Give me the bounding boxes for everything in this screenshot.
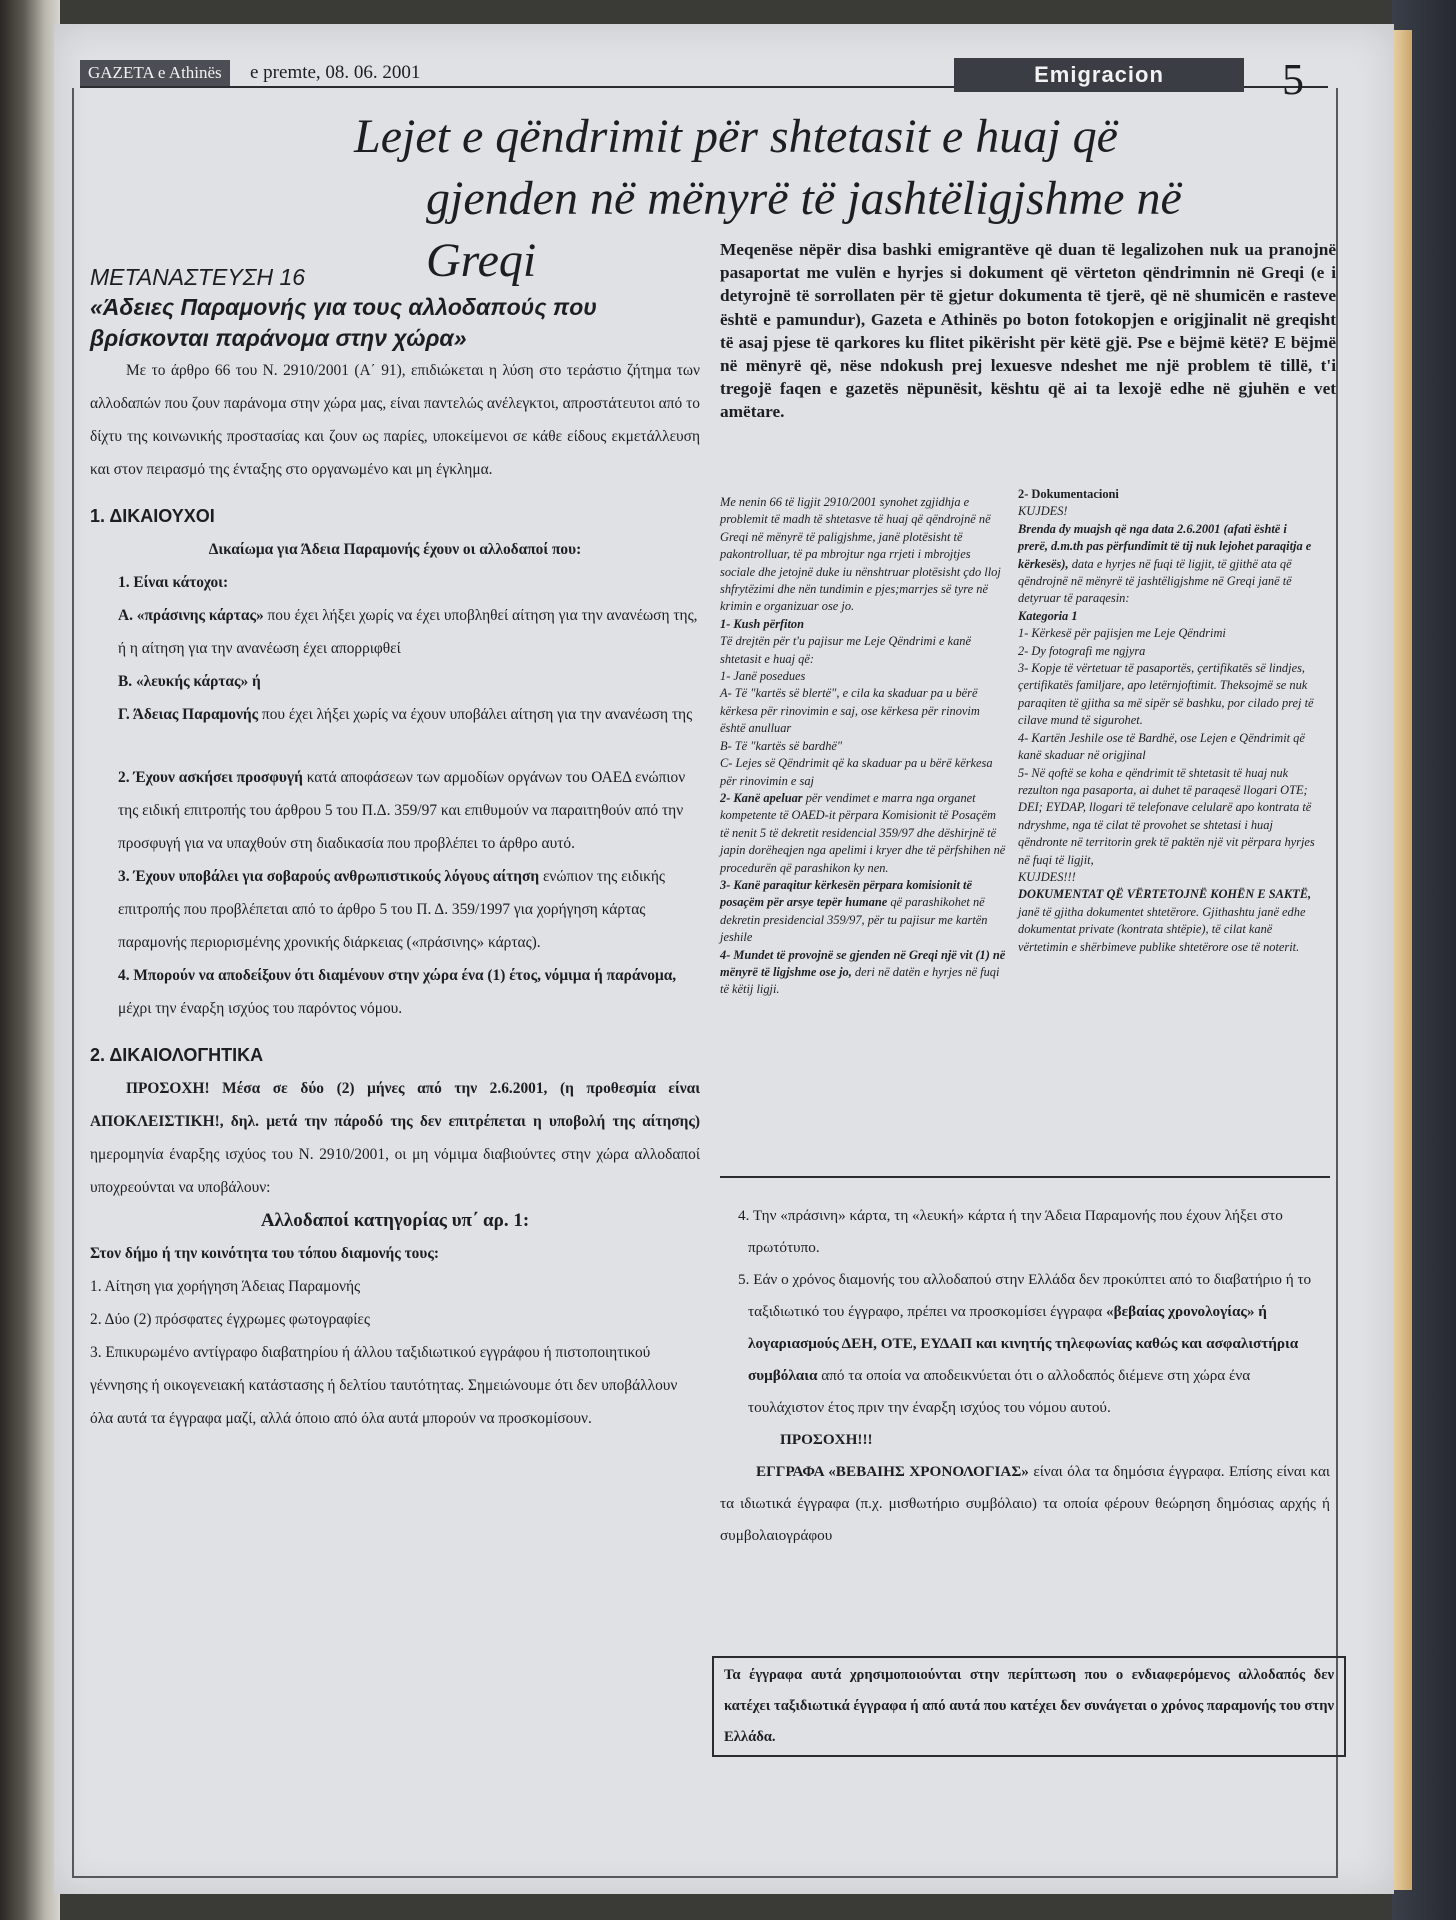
warning: KUJDES!!! — [1018, 869, 1076, 884]
binder-spine-left — [0, 0, 60, 1920]
article-intro: Με το άρθρο 66 του Ν. 2910/2001 (Α΄ 91), επιδιώκεται η λύση στο τεράστιο ζήτημα των αλλοδαπών που ζουν παράνομα στην χώρα μας, είναι παντελώς ανέλεγκτοι, απροστάτευτοι από το δίχτυ της κοινωνικής προστασίας και ζουν ως παρίες, υποκείμενοι σε κάθε είδους εκμετάλλευση και στον πειρασμό της ένταξης στο οργανωμένο και μη έγκλημα. — [90, 362, 700, 478]
category-location: Στον δήμο ή την κοινότητα του τόπου διαμονής τους: — [90, 1245, 439, 1262]
section-heading-documents: 2. ΔΙΚΑΙΟΛΟΓΗΤΙΚΑ — [90, 1045, 264, 1065]
albanian-translation-right — [1018, 486, 1318, 956]
list-item: 1- Janë posedues — [720, 669, 806, 684]
list-item: Β. «λευκής κάρτας» ή — [118, 673, 261, 690]
list-item: Α. «πράσινης κάρτας» που έχει λήξει χωρίς να έχει υποβληθεί αίτηση για την ανανέωση της, ή η αίτηση για την ανανέωση έχει απορριφθεί — [118, 607, 698, 657]
list-item: 1. Είναι κάτοχοι: — [118, 574, 229, 591]
notice-heading: ΠΡΟΣΟΧΗ!!! — [780, 1431, 873, 1448]
section-heading-beneficiaries: 1. ΔΙΚΑΙΟΥΧΟΙ — [90, 506, 215, 526]
newspaper-page — [54, 24, 1394, 1894]
list-item: 2. Δύο (2) πρόσφατες έγχρωμες φωτογραφίες — [90, 1311, 370, 1328]
page-edge — [1392, 30, 1412, 1890]
list-item: 3- Kopje të vërtetuar të pasaportës, çertifikatës së lindjes, çertifikatës familjare, apo letërnjoftimit. Theksojmë se nuk paraqiten të gjitha sa më sipër së bashku, por cilado prej të cilave mund të sigurohet. — [1018, 661, 1314, 728]
list-item: 5. Εάν ο χρόνος διαμονής του αλλοδαπού στην Ελλάδα δεν προκύπτει από το διαβατήριο ή το ταξιδιωτικό του έγγραφο, πρέπει να προσκομίσει έγγραφα «βεβαίας χρονολογίας» ή λογαριασμούς ΔΕΗ, ΟΤΕ, ΕΥΔΑΠ και κινητής τηλεφωνίας καθώς και ασφαλιστήρια συμβόλαια από τα οποία να αποδεικνύεται ότι ο αλλοδαπός διέμενε στη χώρα ένα τουλάχιστον έτος πριν την έναρξη ισχύος του νόμου αυτού. — [738, 1271, 1312, 1416]
subheading: 2- Dokumentacioni — [1018, 487, 1119, 501]
list-item: 2. Έχουν ασκήσει προσφυγή κατά αποφάσεων των αρμοδίων οργάνων του ΟΑΕΔ ενώπιον της ειδική επιτροπής του άρθρου 5 του Π.Δ. 359/97 και επιθυμούν να παραιτηθούν από την προσφυγή για να υπαχθούν στη διαδικασία που προβλέπει το άρθρο αυτό. — [118, 769, 686, 852]
boxed-note: Τα έγγραφα αυτά χρησιμοποιούνται στην περίπτωση που ο ενδιαφερόμενος αλλοδαπός δεν κατέχει ταξιδιωτικά έγγραφα ή από αυτά που κατέχει δεν συνάγεται ο χρόνος παραμονής του στην Ελλάδα. — [712, 1656, 1346, 1757]
section-label: Emigracion — [954, 58, 1244, 92]
masthead-logo: GAZETA e Athinës — [80, 60, 230, 86]
list-item: 2- Dy fotografi me ngjyra — [1018, 643, 1146, 658]
column-rule — [720, 1176, 1330, 1178]
section-subheading: Δικαίωμα για Άδεια Παραμονής έχουν οι αλλοδαποί που: — [208, 541, 582, 558]
notice-text: ΕΓΓΡΑΦΑ «ΒΕΒΑΙΗΣ ΧΡΟΝΟΛΟΓΙΑΣ» είναι όλα τα δημόσια έγγραφα. Επίσης είναι και τα ιδιωτικά έγγραφα (π.χ. μισθωτήριο συμβόλαιο) τα οποία φέρουν θεώρηση δημόσιας αρχής ή συμβολαιογράφου — [720, 1463, 1330, 1544]
list-item: A- Të "kartës së blertë", e cila ka skaduar pa u bërë kërkesa për rinovimin e saj, ose kërkesa për rinovim është anulluar — [720, 686, 980, 736]
paragraph: Me nenin 66 të ligjit 2910/2001 synohet zgjidhja e problemit të madh të shtetasve të huaj që qëndrojnë në Greqi në mënyrë të paligjshme, janë plotësisht të pakontrolluar, të pa mbrojtur nga rrjeti i mbrojtjes sociale dhe jetojnë duke iu nënshtruar plotësisht çdo lloj shfrytëzimi dhe nën tundimin e pjes;marrjes së tyre në krimin e organizuar ose jo. — [720, 495, 1001, 614]
documents-intro: ΠΡΟΣΟΧΗ! Μέσα σε δύο (2) μήνες από την 2.6.2001, (η προθεσμία είναι ΑΠΟΚΛΕΙΣΤΙΚΗ!, δηλ. μετά την πάροδό της δεν επιτρέπεται η υποβολή της αίτησης) ημερομηνία έναρξης ισχύος του Ν. 2910/2001, οι μη νόμιμα διαβιούντες στην χώρα αλλοδαποί υποχρεούνται να υποβάλουν: — [90, 1080, 700, 1196]
albanian-translation-left — [720, 494, 1006, 999]
issue-date: e premte, 08. 06. 2001 — [250, 62, 421, 83]
article-kicker: ΜΕΤΑΝΑΣΤΕΥΣΗ 16 — [90, 264, 306, 290]
category-heading: Αλλοδαποί κατηγορίας υπ΄ αρ. 1: — [260, 1210, 530, 1231]
list-item: 3. Επικυρωμένο αντίγραφο διαβατηρίου ή άλλου ταξιδιωτικού εγγράφου ή πιστοποιητικού γέννησης ή οικογενειακή κατάστασης ή δελτίου ταυτότητας. Σημειώνουμε ότι δεν υποβάλλουν όλα αυτά τα έγγραφα μαζί, αλλά όποιο από όλα αυτά μπορούν να προσκομίσουν. — [90, 1344, 678, 1427]
page-number: 5 — [1282, 55, 1304, 104]
list-item: 1. Αίτηση για χορήγηση Άδειας Παραμονής — [90, 1278, 361, 1295]
list-item: B- Të "kartës së bardhë" — [720, 738, 843, 753]
list-item: C- Lejes së Qëndrimit që ka skaduar pa u bërë kërkesa për rinovimin e saj — [720, 756, 993, 788]
subheading: 1- Kush përfiton — [720, 616, 804, 631]
warning: KUJDES! — [1018, 504, 1068, 519]
list-item: 2- Kanë apeluar për vendimet e marra nga organet kompetente të OAED-it përpara Komisionit të Posaçëm të nenit 5 të dekretit residencial 359/97 dhe dëshirjnë të japin dorëheqjen nga apelimi i kryer dhe të përfshihen në procedurën që parashikon ky nen. — [720, 790, 1006, 875]
list-item: 4. Την «πράσινη» κάρτα, τη «λευκή» κάρτα ή την Άδεια Παραμονής που έχουν λήξει στο πρωτότυπο. — [738, 1207, 1283, 1256]
list-item: 4. Μπορούν να αποδείξουν ότι διαμένουν στην χώρα ένα (1) έτος, νόμιμα ή παράνομα, μέχρι την έναρξη ισχύος του παρόντος νόμου. — [118, 967, 677, 1017]
list-item: 3. Έχουν υποβάλει για σοβαρούς ανθρωπιστικούς λόγους αίτηση ενώπιον της ειδικής επιτροπής που προβλέπεται από το άρθρο 5 του Π. Δ. 359/1997 για χορήγηση κάρτας παραμονής περιορισμένης χρονικής διάρκειας («πράσινης» κάρτας). — [118, 868, 665, 951]
paragraph: DOKUMENTAT QË VËRTETOJNË KOHËN E SAKTË, janë të gjitha dokumentet shtetërore. Gjithashtu janë edhe dokumentat private (kontrata shtëpie), të cilat kanë vërtetimin e shërbimeve publike shtetërore ose të noterit. — [1018, 887, 1312, 954]
headline-line-1: Lejet e qëndrimit për shtetasit e huaj që — [354, 110, 1118, 163]
greek-article — [90, 262, 700, 1435]
list-item: 5- Në qoftë se koha e qëndrimit të shtetasit të huaj nuk rezulton nga pasaporta, ai duhet të paraqesë llogari OTE; DEI; EYDAP, llogari të telefonave celularë apo kontrata të ndryshme, nga të cilat të provohet se shtetasi i huaj qëndronte në territorin grek të paktën një vit përpara hyrjes në fuqi të ligjit, — [1018, 765, 1315, 867]
list-item: 4- Kartën Jeshile ose të Bardhë, ose Lejen e Qëndrimit që kanë skaduar në origjinal — [1018, 730, 1305, 763]
paragraph: Brenda dy muajsh që nga data 2.6.2001 (afati është i prerë, d.m.th pas përfundimit të tij nuk lejohet paraqitja e kërkesës), data e hyrjes në fuqi të ligjit, të gjithë ata që qëndrojnë në mënyrë të jashtëligjshme në Greqi janë të detyruar të paraqesin: — [1018, 521, 1312, 606]
albanian-intro: Meqenëse nëpër disa bashki emigrantëve që duan të legalizohen nuk ua pranojnë pasaportat me vulën e hyrjes si dokument që vërteton qëndrimnin në Greqi (e i detyrojnë të sorrollaten për të gjetur dokumenta të tjerë, që në shumicën e rasteve është e pamundur), Gazeta e Athinës po boton fotokopjen e origjinalit në greqisht të asaj pjese të qarkores ku flitet pikërisht për këtë gjë. Pse e bëjmë këtë? E bëjmë në mënyrë që, nëse ndokush prej lexuesve ndeshet me një problem të tillë, t'i tregojë faqen e gazetës nëpunësit, kështu që ai ta lexojë edhe në gjuhën e vet amëtare. — [720, 240, 1336, 422]
list-item: Γ. Άδειας Παραμονής που έχει λήξει χωρίς να έχουν υποβάλει αίτηση για την ανανέωση της — [118, 706, 693, 723]
subheading: Kategoria 1 — [1018, 608, 1078, 623]
list-item: 1- Kërkesë për pajisjen me Leje Qëndrimi — [1018, 626, 1226, 641]
paragraph: Të drejtën për t'u pajisur me Leje Qëndrimi e kanë shtetasit e huaj që: — [720, 634, 971, 666]
article-title: «Άδειες Παραμονής για τους αλλοδαπούς που βρίσκονται παράνομα στην χώρα» — [90, 294, 597, 351]
headline-line-2: gjenden në mënyrë të jashtëligjshme në Greqi — [426, 172, 1182, 287]
list-item: 4- Mundet të provojnë se gjenden në Greqi një vit (1) në mënyrë të ligjshme ose jo, deri në datën e hyrjes në fuqi të këtij ligji. — [720, 947, 1006, 997]
greek-continuation — [720, 1200, 1330, 1552]
list-item: 3- Kanë paraqitur kërkesën përpara komisionit të posaçëm për arsye tepër humane që parashikohet në dekretin presidencial 359/97, për tu pajisur me kartën jeshile — [720, 877, 988, 945]
